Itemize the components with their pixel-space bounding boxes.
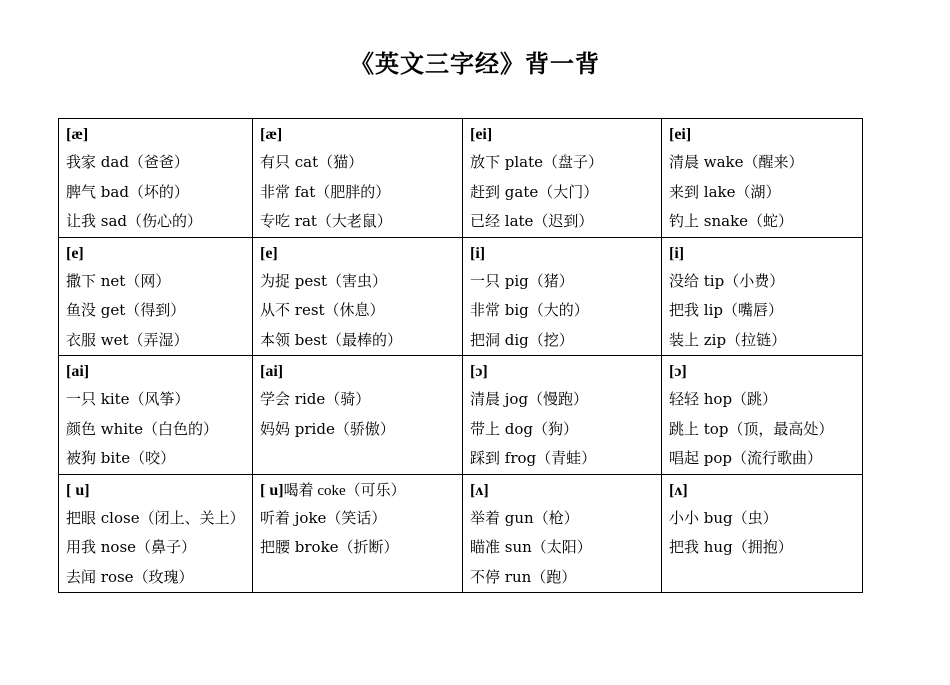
rhyme-line: 本领 best（最棒的）: [260, 330, 402, 349]
table-cell: [253, 356, 463, 475]
rhyme-line: 把我 lip（嘴唇）: [669, 301, 783, 319]
phonetic-symbol: [ u]: [66, 481, 90, 499]
rhyme-line: 小小 bug（虫）: [669, 508, 778, 527]
rhyme-line: 被狗 bite（咬）: [66, 449, 176, 467]
table-cell: [59, 474, 253, 593]
table-row: [59, 356, 863, 475]
rhyme-line: 瞄准 sun（太阳）: [470, 538, 592, 556]
rhyme-line: 没给 tip（小费）: [669, 271, 785, 290]
rhyme-line: 衣服 wet（弄湿）: [66, 330, 189, 349]
rhyme-line: 一只 kite（风筝）: [66, 390, 190, 408]
table-cell: [463, 237, 662, 356]
phonetic-symbol: [ei]: [669, 126, 692, 143]
table-cell: [59, 237, 253, 356]
phonetic-symbol: [ʌ]: [470, 481, 489, 499]
table-row: [59, 119, 863, 238]
rhyme-line: 赶到 gate（大门）: [470, 182, 599, 201]
rhyme-line: 非常 big（大的）: [470, 301, 589, 319]
table-cell: [662, 356, 863, 475]
phonetic-symbol: [i]: [470, 244, 486, 262]
table-row: [59, 474, 863, 593]
rhyme-line: 已经 late（迟到）: [470, 212, 594, 230]
rhyme-line: 我家 dad（爸爸）: [66, 153, 189, 171]
table-cell: [463, 356, 662, 475]
rhyme-line: 跳上 top（顶，最高处）: [669, 419, 834, 438]
rhyme-line: 举着 gun（枪）: [470, 508, 579, 527]
rhyme-line: 把我 hug（拥抱）: [669, 538, 793, 556]
rhyme-line: 来到 lake（湖）: [669, 182, 781, 201]
rhyme-line: 把腰 broke（折断）: [260, 538, 399, 556]
rhyme-line: 不停 run（跑）: [470, 567, 577, 586]
rhyme-line: 为捉 pest（害虫）: [260, 271, 387, 290]
phonetic-symbol: [ u]: [260, 481, 284, 499]
table-cell: [463, 474, 662, 593]
rhyme-line: 有只 cat（猫）: [260, 153, 364, 171]
phonetic-symbol: [ai]: [66, 363, 90, 380]
table-cell: [59, 119, 253, 238]
phonetic-symbol: [ai]: [260, 363, 284, 380]
rhyme-line: 让我 sad（伤心的）: [66, 212, 203, 230]
phonetic-symbol: [ʌ]: [669, 481, 688, 499]
phonetic-symbol: [e]: [260, 244, 278, 262]
rhyme-line: 鱼没 get（得到）: [66, 301, 186, 319]
table-cell: [59, 356, 253, 475]
rhyme-line: 脾气 bad（坏的）: [66, 182, 189, 201]
rhyme-line: 用我 nose（鼻子）: [66, 538, 197, 556]
rhyme-line: 把眼 close（闭上、关上）: [66, 508, 245, 527]
rhyme-line: 一只 pig（猪）: [470, 271, 574, 290]
rhyme-line: 妈妈 pride（骄傲）: [260, 419, 395, 438]
phonetic-symbol: [ɔ]: [669, 363, 687, 380]
table-cell: [253, 119, 463, 238]
rhyme-line: 放下 plate（盘子）: [470, 153, 604, 171]
rhyme-line: 从不 rest（休息）: [260, 301, 385, 319]
phonetic-symbol: [ɔ]: [470, 363, 488, 380]
rhyme-line: 踩到 frog（青蛙）: [470, 449, 597, 467]
phonetic-symbol: [æ]: [66, 126, 89, 143]
rhyme-line: 清晨 jog（慢跑）: [470, 390, 589, 408]
table-cell: [662, 474, 863, 593]
phonics-table: [58, 118, 863, 593]
rhyme-line: 非常 fat（肥胖的）: [260, 182, 391, 201]
rhyme-line: 专吃 rat（大老鼠）: [260, 212, 392, 230]
table-cell: [253, 237, 463, 356]
rhyme-line: 学会 ride（骑）: [260, 390, 371, 408]
phonetic-symbol: [e]: [66, 244, 84, 262]
phonetic-symbol: [i]: [669, 244, 685, 262]
table-cell: [463, 119, 662, 238]
table-cell: [253, 474, 463, 593]
rhyme-line: 轻轻 hop（跳）: [669, 390, 778, 408]
rhyme-line: 带上 dog（狗）: [470, 419, 579, 438]
rhyme-line: 听着 joke（笑话）: [260, 508, 387, 527]
phonetic-symbol-row: [260, 477, 462, 504]
table-row: [59, 237, 863, 356]
rhyme-line: 去闻 rose（玫瑰）: [66, 567, 194, 586]
phonetic-symbol: [ei]: [470, 126, 493, 143]
table-cell: [662, 119, 863, 238]
rhyme-line: 钓上 snake（蛇）: [669, 212, 794, 230]
rhyme-line: 清晨 wake（醒来）: [669, 153, 804, 171]
phonetic-symbol: [æ]: [260, 126, 283, 143]
page-title: 《英文三字经》背一背: [350, 49, 600, 78]
rhyme-line: 撒下 net（网）: [66, 271, 171, 290]
rhyme-line: 颜色 white（白色的）: [66, 419, 218, 438]
rhyme-line: 唱起 pop（流行歌曲）: [669, 449, 823, 467]
rhyme-line: 把洞 dig（挖）: [470, 330, 574, 349]
rhyme-line: 装上 zip（拉链）: [669, 330, 787, 349]
table-cell: [662, 237, 863, 356]
rhyme-line: 喝着 coke（可乐）: [283, 482, 406, 499]
